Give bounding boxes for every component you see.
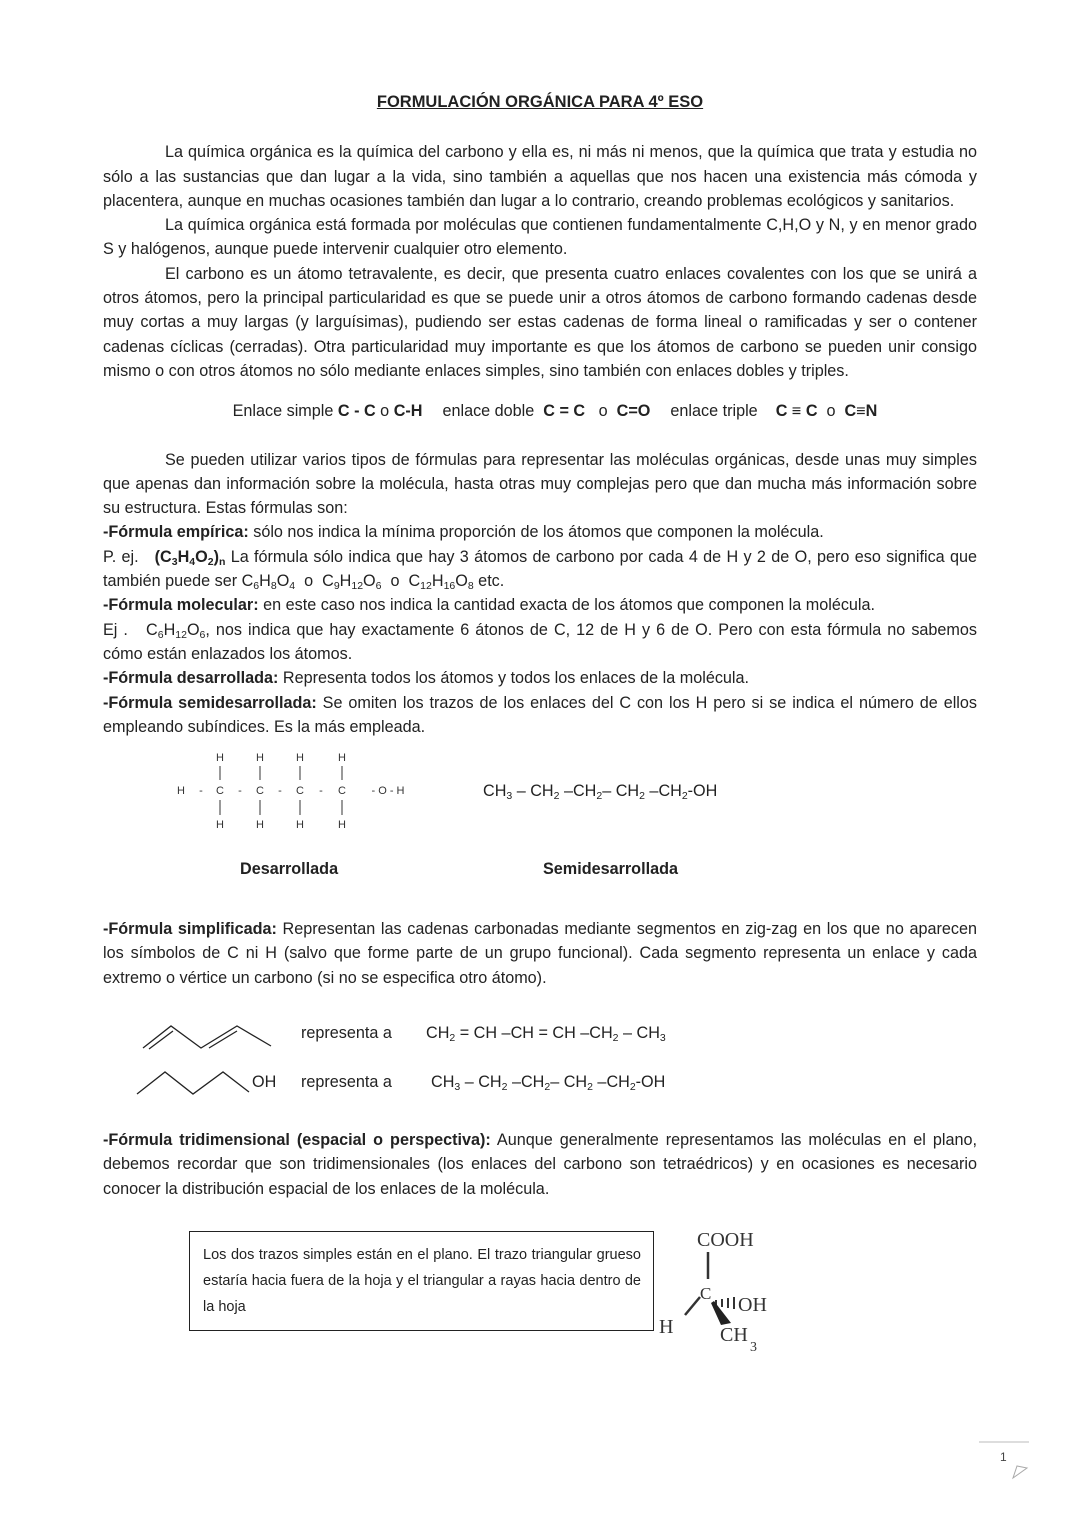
intro-paragraph-3: El carbono es un átomo tetravalente, es decir, que presenta cuatro enlaces covalentes con los que se unirá a otros átomos, pero la principal particularidad es que se puede unir a otros átomos de carbono formando cadenas desde muy cortas a muy largas (y larguísimas), pudiendo ser estas cadenas de forma lineal o ramificadas y ser o contener cadenas cíclicas (cerradas). Otra particularidad muy importante es que los átomos de carbono se pueden unir consigo mismo o con otros átomos no sólo mediante enlaces simples, sino también con enlaces dobles y triples. bbox=[103, 264, 977, 380]
desarrollada-text: Representa todos los átomos y todos los enlaces de la molécula. bbox=[278, 669, 750, 688]
double-bond-co: C=O bbox=[616, 402, 651, 421]
stereo-explanation-box: Los dos trazos simples están en el plano. El trazo triangular grueso estaría hacia fuera de la hoja y el triangular a rayas hacia dentro de la hoja bbox=[189, 1231, 654, 1331]
or-text: o bbox=[380, 402, 390, 421]
svg-text:-: - bbox=[199, 785, 203, 798]
molecular-label: -Fórmula molecular: bbox=[103, 596, 259, 615]
svg-text:-: - bbox=[319, 785, 323, 798]
empirica-label: -Fórmula empírica: bbox=[103, 523, 249, 542]
simple-bond-label: Enlace simple bbox=[232, 402, 334, 421]
molecular-example: Ej . $C_6H_{12}O_6$, nos indica que hay exactamente 6 átonos de C, 12 de H y 6 de O. Pero con esta fórmula no sabemos cómo están enlazados los átomos. bbox=[103, 620, 977, 663]
tridimensional-definition bbox=[103, 1128, 977, 1201]
desarrollada-label: -Fórmula desarrollada: bbox=[103, 669, 279, 688]
page-number: 1 bbox=[1000, 1450, 1007, 1464]
svg-text:H: H bbox=[216, 752, 224, 765]
carbon-label: C bbox=[700, 1283, 712, 1303]
simplificada-label: -Fórmula simplificada: bbox=[103, 920, 277, 939]
svg-text:H: H bbox=[296, 819, 304, 832]
or-text: o bbox=[826, 402, 836, 421]
svg-text:H: H bbox=[256, 752, 264, 765]
semidesarrollada-text: Se omiten los trazos de los enlaces del C con los H pero si se indica el número de ellos empleando subíndices. Es la más empleada. bbox=[103, 693, 977, 736]
molecular-definition bbox=[103, 593, 977, 617]
triple-bond-label: enlace triple bbox=[670, 402, 758, 421]
ch-label: CH bbox=[720, 1323, 748, 1346]
svg-text:H: H bbox=[338, 752, 346, 765]
lactic-acid-stereo-diagram bbox=[651, 1223, 791, 1363]
molecular-example-text: , nos indica que hay exactamente 6 átonos de C, 12 de H y 6 de O. Pero con esta fórmula no sabemos cómo están enlazados los átomos. bbox=[103, 620, 977, 663]
empirica-definition bbox=[103, 520, 977, 544]
structure-examples bbox=[103, 751, 977, 917]
desarrollada-definition bbox=[103, 666, 977, 690]
svg-text:H: H bbox=[216, 819, 224, 832]
dev-oh-group: - O - H bbox=[371, 785, 405, 798]
or-text: o bbox=[598, 402, 608, 421]
formulas-intro: Se pueden utilizar varios tipos de fórmulas para representar las moléculas orgánicas, desde unas muy simples que apenas dan información sobre la molécula, hasta otras muy complejas pero que dan mucha más información sobre su estructura. Estas fórmulas son: bbox=[103, 450, 977, 518]
tridimensional-text: Aunque generalmente representamos las moléculas en el plano, debemos recordar que son tridimensionales (los enlaces del carbono son tetraédricos) y en ocasiones es necesario conocer la distribución espacial de los enlaces de la molécula. bbox=[103, 1131, 977, 1198]
simplificada-definition bbox=[103, 917, 977, 990]
diene-formula: $CH_2$ = CH –CH = CH $-CH_2 - CH_3$ bbox=[426, 1024, 666, 1045]
svg-text:-: - bbox=[278, 785, 282, 798]
empirica-text: sólo nos indica la mínima proporción de los átomos que componen la molécula. bbox=[248, 523, 824, 542]
svg-text:C: C bbox=[338, 785, 346, 798]
svg-text:C: C bbox=[296, 785, 304, 798]
empirica-example-text: La fórmula sólo indica que hay 3 átomos de carbono por cada 4 de H y 2 de O, pero eso significa que también puede ser bbox=[103, 547, 977, 591]
molecular-text: en este caso nos indica la cantidad exacta de los átomos que componen la molécula. bbox=[258, 596, 876, 615]
svg-text:H: H bbox=[177, 785, 185, 798]
empirica-formula: $(C_3H_4O_2)_n$ bbox=[154, 547, 226, 568]
developed-formula-diagram bbox=[173, 751, 473, 851]
hydrogen-label: H bbox=[659, 1315, 674, 1338]
oh-label: OH bbox=[252, 1073, 277, 1092]
svg-text:-: - bbox=[238, 785, 242, 798]
semi-caption: Semidesarrollada bbox=[543, 860, 678, 879]
svg-text:C: C bbox=[216, 785, 224, 798]
svg-text:C: C bbox=[256, 785, 264, 798]
pentanol-zigzag-diagram bbox=[135, 1068, 253, 1100]
semidesarrollada-label: -Fórmula semidesarrollada: bbox=[103, 693, 317, 712]
empirica-example: P. ej. $(C_3H_4O_2)_n$ La fórmula sólo indica que hay 3 átomos de carbono por cada 4 de H y 2 de O, pero eso significa que también puede ser $C_6H_8O_4$ o $C_9H_{12}O_6$ o $C_{12}H_{16}O_8$ etc. bbox=[103, 547, 977, 593]
svg-text:H: H bbox=[256, 819, 264, 832]
stereo-section bbox=[103, 1228, 977, 1371]
tridimensional-label: -Fórmula tridimensional (espacial o perspectiva): bbox=[103, 1131, 491, 1150]
example-prefix: P. ej. bbox=[103, 547, 139, 566]
intro-paragraph-2: La química orgánica está formada por moléculas que contienen fundamentalmente C,H,O y N, y en menor grado S y halógenos, aunque puede intervenir cualquier otro elemento. bbox=[103, 216, 977, 259]
simple-bond-ch: C-H bbox=[393, 402, 423, 421]
empirica-example-tail: etc. bbox=[473, 572, 505, 591]
page-title: FORMULACIÓN ORGÁNICA PARA 4º ESO bbox=[376, 93, 704, 111]
semi-formula: $CH_3 - CH_2$ $-CH_2-$ $CH_2$ $-CH_2-OH$ bbox=[483, 782, 718, 803]
simplified-examples bbox=[103, 1000, 977, 1118]
simplificada-text: Representan las cadenas carbonadas mediante segmentos en zig-zag en los que no aparecen los símbolos de C ni H (salvo que forme parte de un grupo funcional). Cada segmento representa un enlace y cada extremo o vértice un carbono (si no se especifica otro átomo). bbox=[103, 920, 977, 987]
intro-paragraph-1: La química orgánica es la química del carbono y ella es, ni más ni menos, que la química que trata y estudia no sólo a las sustancias que dan lugar a la vida, sino también a aquellas que nos hacen una existencia más cómoda y placentera, aunque en muchas ocasiones también dan lugar a lo contrario, creando problemas ecológicos y sanitarios. bbox=[103, 143, 977, 210]
svg-text:H: H bbox=[338, 819, 346, 832]
simple-bond-cc: C - C bbox=[337, 402, 376, 421]
double-bond-label: enlace doble bbox=[442, 402, 535, 421]
svg-text:H: H bbox=[296, 752, 304, 765]
diene-zigzag-diagram bbox=[135, 1018, 275, 1054]
represents-label-2: representa a bbox=[301, 1073, 392, 1092]
developed-caption: Desarrollada bbox=[240, 860, 339, 879]
oh-group-label: OH bbox=[738, 1293, 767, 1316]
example-prefix: Ej . bbox=[103, 620, 128, 639]
ch-subscript: 3 bbox=[750, 1339, 757, 1355]
bond-types-line bbox=[103, 399, 977, 423]
cooh-label: COOH bbox=[697, 1228, 754, 1251]
double-bond-cc: C = C bbox=[543, 402, 586, 421]
triple-bond-cn: C≡N bbox=[844, 402, 878, 421]
represents-label-1: representa a bbox=[301, 1024, 392, 1043]
semidesarrollada-definition bbox=[103, 691, 977, 740]
document-page bbox=[103, 90, 977, 1371]
triple-bond-cc: C ≡ C bbox=[775, 402, 818, 421]
pentanol-formula: $CH_3 - CH_2$ $-CH_2-$ $CH_2$ $-CH_2-OH$ bbox=[431, 1073, 666, 1094]
